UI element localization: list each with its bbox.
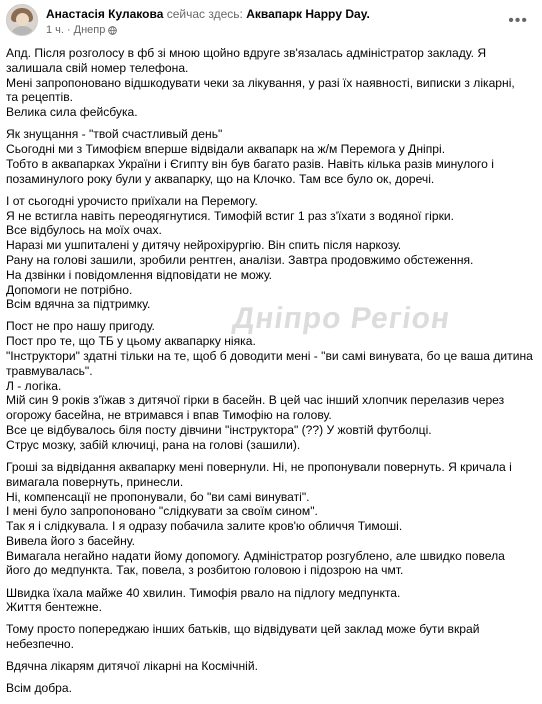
post-line: Апд. Після розголосу в фб зі мною щойно вдруге зв'язалась адміністратор закладу. Я [6, 46, 487, 60]
post-line: його до медпункта. Так, повела, з розбитою головою і підозрою на чмт. [6, 563, 404, 578]
post-line: На дзвінки і повідомлення відповідати не можу. [6, 267, 273, 282]
author-line [46, 7, 370, 21]
watermark-text: Дніпро Регіон [230, 302, 453, 335]
post-line: Так я і слідкувала. І я одразу побачила залите кров'ю обличчя Тимоші. [6, 519, 403, 534]
post-line: та рецептів. [6, 90, 74, 105]
post-line: Гроші за відвідання аквапарку мені повернули. Ні, не пропонували повернуть. Я кричала і [6, 459, 512, 474]
author-avatar[interactable] [6, 4, 38, 36]
post-line: Все відбулось на моїх очах. [6, 223, 162, 238]
post-location[interactable]: Днепр [73, 24, 106, 36]
post-line: Допомоги не потрібно. [6, 282, 133, 297]
post-line: Всім вдячна за підтримку. [6, 297, 151, 312]
meta-separator: · [66, 24, 71, 36]
post-paragraph [6, 659, 536, 674]
post-paragraph [6, 681, 536, 696]
post-paragraph [6, 127, 536, 186]
post-line: Всім добра. [6, 681, 72, 696]
post-line: Я не встигла навіть переодягнутися. Тимофій встиг 1 раз з'їхати з водяної гірки. [6, 208, 454, 223]
post-line: Мені запропоновано відшкодувати чеки за лікування, у разі їх наявності, виписки з лікарні, [6, 75, 515, 90]
globe-icon [108, 26, 117, 35]
post-line: "Інструктори" здатні тільки на те, щоб б доводити мені - "ви самі винувата, бо це ваша дитина [6, 349, 533, 364]
post-line: Швидка їхала майже 40 хвилин. Тимофія рвало на підлогу медпункта. [6, 585, 401, 600]
post-body [6, 46, 536, 704]
author-name[interactable]: Анастасія Кулакова [46, 7, 164, 21]
post-line: вимагала повернуть, принесли. [6, 474, 184, 489]
checkin-place[interactable]: Аквапарк Happy Day. [246, 7, 370, 21]
post-line: Тобто в аквапарках України і Єгипту він був багато разів. Навіть кілька разів минулого і [6, 156, 494, 171]
post-line: Пост не про нашу пригоду. [6, 319, 155, 334]
post-paragraph [6, 319, 536, 452]
post-line: І мені було запропоновано "слідкувати за своїм сином". [6, 504, 318, 519]
post-line: Мій син 9 років з'їжав з дитячої гірки в басейн. В цей час інший хлопчик перелазив через [6, 393, 505, 408]
post-line: Ні, компенсації не пропонували, бо "ви самі винуваті". [6, 489, 310, 504]
post-line: Як знущання - "твой счастливый день" [6, 127, 223, 142]
checkin-status: сейчас здесь: [166, 7, 243, 21]
post-paragraph [6, 586, 536, 616]
post-line: травмувалась". [6, 363, 93, 378]
post-line: огорожу басейна, не втримався і впав Тимофію на голову. [6, 408, 332, 423]
post-line: позаминулого року були у аквапарку, що на Клочко. Там все було ок, доречі. [6, 171, 435, 186]
post-line: Тому просто попереджаю інших батьків, що відвідувати цей заклад може бути вкрай [6, 622, 480, 637]
post-line: Наразі ми ушпиталені у дитячу нейрохірургію. Він спить після наркозу. [6, 238, 402, 253]
post-paragraph [6, 622, 536, 652]
post-line: Життя бентежне. [6, 600, 102, 615]
post-line: І от сьогодні урочисто приїхали на Перемогу. [6, 193, 258, 208]
post-line: Велика сила фейсбука. [6, 105, 138, 120]
post-line: Вдячна лікарям дитячої лікарні на Космічній. [6, 659, 258, 674]
post-time[interactable]: 1 ч. [46, 24, 64, 36]
post-line: залишала свій номер телефона. [6, 60, 189, 75]
post-line: Вимагала негайно надати йому допомогу. Адміністратор розгублено, але швидко повела [6, 548, 505, 563]
post-line: небезпечно. [6, 637, 75, 652]
more-options-icon[interactable]: ••• [508, 12, 528, 29]
post-meta [46, 24, 117, 36]
post-line: Рану на голові зашили, зробили рентген, аналізи. Завтра продовжимо обстеження. [6, 252, 474, 267]
post-paragraph [6, 46, 536, 120]
post-paragraph [6, 194, 536, 312]
post-line: Пост про те, що ТБ у цьому аквапарку ніяка. [6, 334, 256, 349]
post-line: Все це відбувалось біля посту дівчини "інструктора" (??) У жовтій футболці. [6, 423, 432, 438]
post-line: Вивела його з басейну. [6, 533, 135, 548]
post-header [0, 0, 542, 40]
post-line: Струс мозку, забій ключиці, рана на голові (зашили). [6, 437, 301, 452]
post-line: Сьогодні ми з Тимофієм вперше відвідали аквапарк на ж/м Перемога у Дніпрі. [6, 142, 446, 157]
post-line: Л - логіка. [6, 378, 62, 393]
post-paragraph [6, 460, 536, 578]
